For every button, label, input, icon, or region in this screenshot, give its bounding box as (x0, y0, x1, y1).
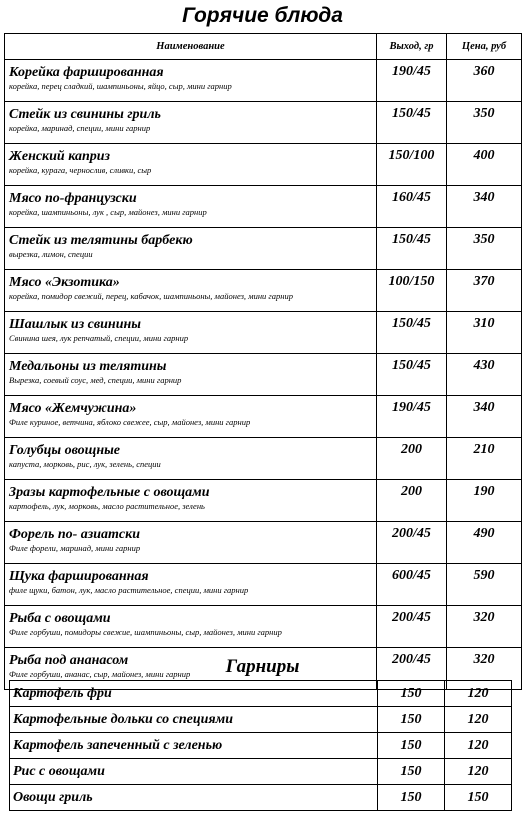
garnish-output: 150 (378, 733, 445, 759)
dish-price: 370 (447, 270, 522, 312)
dish-description: корейка, курага, чернослив, сливки, сыр (9, 165, 152, 175)
dish-cell (5, 606, 377, 648)
dish-price: 320 (447, 648, 522, 690)
dish-price: 490 (447, 522, 522, 564)
dish-cell (5, 102, 377, 144)
dish-cell (5, 228, 377, 270)
table-row (5, 606, 522, 648)
dish-cell (5, 270, 377, 312)
dish-description: Филе горбуши, ананас, сыр, майонез, мини гарнир (9, 669, 191, 679)
dish-description: Филе форели, маринад, мини гарнир (9, 543, 141, 553)
dish-name: Голубцы овощные (9, 443, 121, 458)
table-row (5, 186, 522, 228)
table-row (5, 144, 522, 186)
dish-description: Вырезка, соевый соус, мед, специи, мини гарнир (9, 375, 182, 385)
table-row (5, 480, 522, 522)
table-row (5, 102, 522, 144)
dish-description: корейка, помидор свежий, перец, кабачок, шампиньоны, майонез, мини гарнир (9, 291, 293, 301)
table-row (5, 396, 522, 438)
dish-price: 320 (447, 606, 522, 648)
dish-price: 310 (447, 312, 522, 354)
garnish-list (10, 681, 512, 811)
dish-cell (5, 480, 377, 522)
garnish-output: 150 (378, 759, 445, 785)
header-price: Цена, руб (447, 34, 522, 60)
dish-output: 150/45 (377, 312, 447, 354)
dish-description: Филе горбуши, помидоры свежие, шампиньоны, сыр, майонез, мини гарнир (9, 627, 282, 637)
dish-cell (5, 564, 377, 606)
dish-output: 150/45 (377, 354, 447, 396)
dish-output: 190/45 (377, 60, 447, 102)
dish-cell (5, 522, 377, 564)
hot-dishes-table (4, 33, 522, 690)
dish-description: картофель, лук, морковь, масло растительное, зелень (9, 501, 205, 511)
dish-price: 360 (447, 60, 522, 102)
dish-description: филе щуки, батон, лук, масло растительное, специи, мини гарнир (9, 585, 249, 595)
dish-output: 600/45 (377, 564, 447, 606)
dish-description: корейка, перец сладкий, шампиньоны, яйцо, сыр, мини гарнир (9, 81, 232, 91)
dish-output: 150/45 (377, 102, 447, 144)
dish-name: Корейка фаршированная (9, 65, 164, 80)
dish-name: Шашлык из свинины (9, 317, 141, 332)
dish-output: 200 (377, 438, 447, 480)
dish-list (5, 60, 522, 690)
garnish-price: 120 (445, 733, 512, 759)
dish-name: Мясо «Жемчужина» (9, 401, 137, 416)
dish-output: 190/45 (377, 396, 447, 438)
table-row (10, 733, 512, 759)
dish-cell (5, 186, 377, 228)
dish-name: Мясо «Экзотика» (9, 275, 120, 290)
dish-description: капуста, морковь, рис, лук, зелень, специи (9, 459, 161, 469)
dish-description: Свинина шея, лук репчатый, специи, мини гарнир (9, 333, 189, 343)
dish-output: 150/100 (377, 144, 447, 186)
garnish-price: 120 (445, 759, 512, 785)
garnish-name: Рис с овощами (10, 759, 378, 785)
dish-output: 100/150 (377, 270, 447, 312)
table-row (5, 354, 522, 396)
table-row (5, 270, 522, 312)
table-row (5, 60, 522, 102)
dish-name: Медальоны из телятины (9, 359, 167, 374)
garnish-output: 150 (378, 785, 445, 811)
dish-price: 340 (447, 186, 522, 228)
dish-name: Рыба под ананасом (9, 653, 129, 668)
garnish-name: Овощи гриль (10, 785, 378, 811)
dish-price: 350 (447, 102, 522, 144)
dish-name: Стейк из телятины барбекю (9, 233, 193, 248)
table-row (10, 707, 512, 733)
dish-output: 160/45 (377, 186, 447, 228)
garnish-name: Картофель запеченный с зеленью (10, 733, 378, 759)
dish-description: корейка, маринад, специи, мини гарнир (9, 123, 151, 133)
dish-output: 200/45 (377, 606, 447, 648)
table-row (5, 312, 522, 354)
dish-output: 150/45 (377, 228, 447, 270)
table-row (5, 228, 522, 270)
dish-name: Женский каприз (9, 149, 111, 164)
table-row (5, 564, 522, 606)
header-name: Наименование (5, 34, 377, 60)
dish-cell (5, 354, 377, 396)
dish-price: 430 (447, 354, 522, 396)
table-row (10, 759, 512, 785)
garnish-output: 150 (378, 707, 445, 733)
dish-cell (5, 438, 377, 480)
garnish-price: 120 (445, 707, 512, 733)
dish-price: 340 (447, 396, 522, 438)
dish-name: Зразы картофельные с овощами (9, 485, 210, 500)
garnish-price: 150 (445, 785, 512, 811)
dish-cell (5, 396, 377, 438)
dish-price: 210 (447, 438, 522, 480)
dish-name: Рыба с овощами (9, 611, 111, 626)
table-header-row (5, 34, 522, 60)
dish-name: Стейк из свинины гриль (9, 107, 161, 122)
dish-description: корейка, шампиньоны, лук , сыр, майонез, мини гарнир (9, 207, 207, 217)
dish-output: 200/45 (377, 522, 447, 564)
table-row (10, 785, 512, 811)
table-row (5, 438, 522, 480)
dish-name: Щука фаршированная (9, 569, 149, 584)
dish-price: 590 (447, 564, 522, 606)
garnish-name: Картофельные дольки со специями (10, 707, 378, 733)
garnish-price: 120 (445, 681, 512, 707)
dish-output: 200/45 (377, 648, 447, 690)
dish-price: 190 (447, 480, 522, 522)
dish-cell (5, 144, 377, 186)
header-output: Выход, гр (377, 34, 447, 60)
dish-cell (5, 312, 377, 354)
table-row (5, 522, 522, 564)
garnish-table (9, 680, 512, 811)
dish-cell (5, 60, 377, 102)
garnish-name: Картофель фри (10, 681, 378, 707)
dish-name: Форель по- азиатски (9, 527, 141, 542)
dish-description: Филе куриное, ветчина, яблоко свежее, сыр, майонез, мини гарнир (9, 417, 251, 427)
garnish-output: 150 (378, 681, 445, 707)
dish-output: 200 (377, 480, 447, 522)
garnish-title: Гарниры (225, 656, 300, 677)
table-row (10, 681, 512, 707)
dish-price: 400 (447, 144, 522, 186)
dish-name: Мясо по-французски (9, 191, 137, 206)
page-title: Горячие блюда (182, 4, 343, 27)
dish-description: вырезка, лимон, специи (9, 249, 93, 259)
dish-price: 350 (447, 228, 522, 270)
